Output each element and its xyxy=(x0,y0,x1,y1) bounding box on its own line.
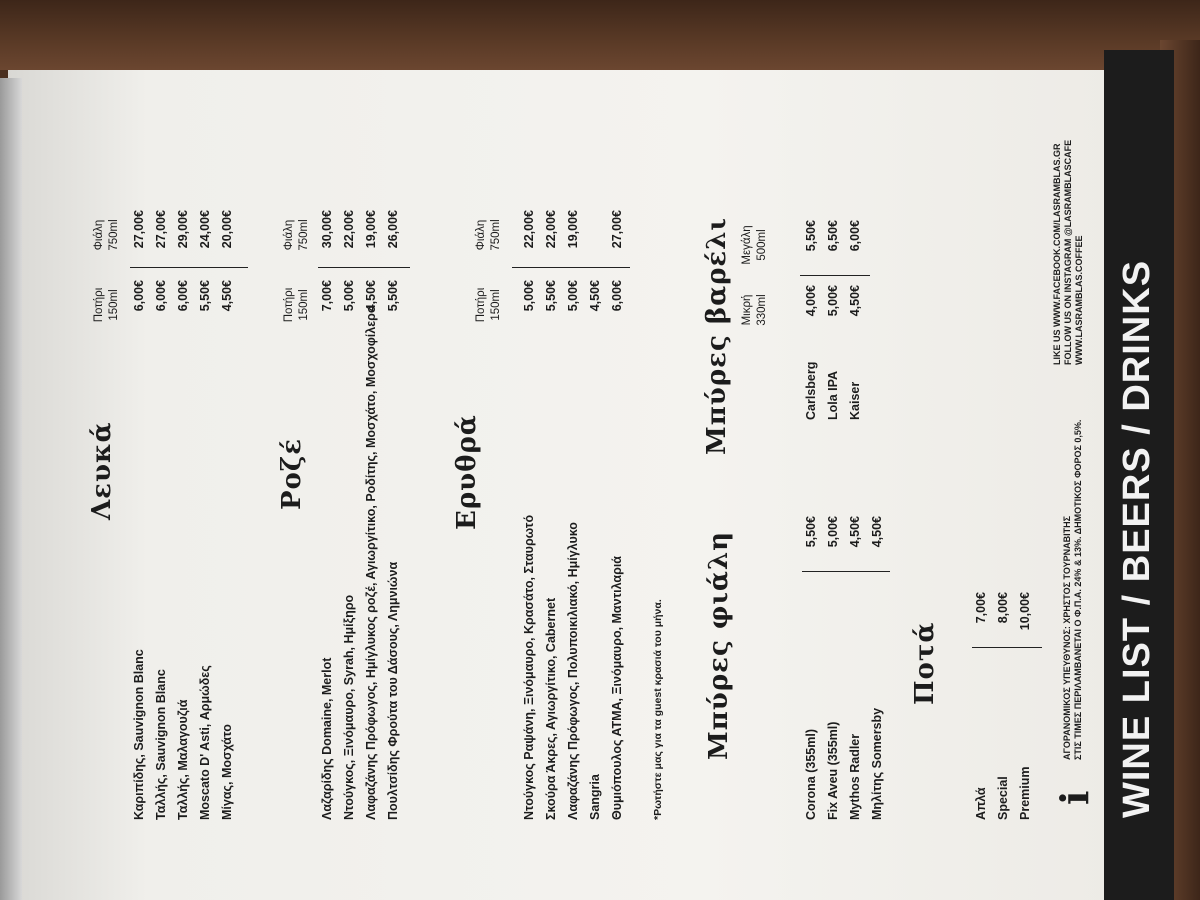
info-icon: i xyxy=(1052,790,1097,805)
guest-wines-note: *Ρωτήστε μας για τα guest κρασιά του μήνα. xyxy=(652,599,664,820)
white-wines-title: Λευκά xyxy=(87,421,117,520)
bottle-beers-divider xyxy=(802,571,890,572)
draft-beers-divider xyxy=(800,275,870,276)
rose-divider xyxy=(318,267,410,268)
draft-small-header: Μικρή 330ml xyxy=(741,294,768,326)
legal-info: ΑΓΟΡΑΝΟΜΙΚΟΣ ΥΠΕΥΘΥΝΟΣ: ΧΡΗΣΤΟΣ ΤΟΥΡΝΑΒΙΤΗΣ ΣΤΙΣ ΤΙΜΕΣ ΠΕΡΙΛΑΜΒΑΝΕΤΑΙ Ο Φ.Π.Α. 24% & 13%. ΔΗΜΟΤΙΚΟΣ ΦΟΡΟΣ 0,5%. xyxy=(1062,419,1083,760)
red-divider xyxy=(512,267,630,268)
social-info: LIKE US WWW.FACEBOOK.COM/LASRAMBLAS.GR FOLLOW US ON INSTAGRAM @LASRAMBLASCAFE WWW.LASRAMBLAS.COFFEE xyxy=(1052,139,1084,365)
rose-bottle-header: Φιάλη 750ml xyxy=(283,219,310,251)
rose-glass-header: Ποτήρι 150ml xyxy=(283,287,310,323)
red-wines-title: Ερυθρά xyxy=(452,414,482,530)
red-bottle-header: Φιάλη 750ml xyxy=(475,219,502,251)
draft-beers-title: Μπύρες βαρέλι xyxy=(702,216,732,455)
rose-wines-title: Ροζέ xyxy=(277,437,307,510)
bottle-beers-title: Μπύρες φιάλη xyxy=(704,530,734,760)
drinks-divider xyxy=(972,647,1042,648)
menu-content: Λευκά Ποτήρι 150ml Φιάλη 750ml Καριπίδης, Sauvignon Blanc 6,00€ 27,00€ Ταλλής, Sauvignon Blanc 6,00€ 27,00€ Ταλλής, Μαλαγουζιά 6,00€ 29,00€ Moscato D' Asti, Αρμώδες 5,50€ 24,00€ Μίγας, Μοσχάτο 4,50€ 20,00€ Ροζέ Ποτήρι 150ml Φιάλη 750ml Λαζαρίδης Domaine, Merlot 7,00€ 30,00€ Ντούγκος, Ξινόμαυρο, Syrah, Ημίξηρο 5,00€ 22,00€ Λαφαζάνης Πρόφωγος, Ημίγλυκος ροζέ, Αγιωργίτικο, Ροδίτης, Μοσχάτο, Μοσχοφίλερο 4,50€ 19,00€ Πουλτσίδης Φρούτα του Δάσους, Λημνιώνα 5,50€ 26,00€ Ερυθρά Ποτήρι 150ml Φιάλη 750ml Ντούγκος Ραψάνη, Ξινόμαυρο, Κρασάτο, Σταυρωτό 5,00€ 22,00€ Σκούρα Άκρες, Αγιωργίτικο, Cabernet 5,50€ 22,00€ Λαφαζάνης Πρόφωγος, Πολυποικιλιακό, Ημίγλυκο 5,00€ 19,00€ Sangria 4,50€ Θυμιόπουλος ΑΤΜΑ, Ξινόμαυρο, Μαντιλαριά 6,00€ 27,00€ *Ρωτήστε μας για τα guest κρασιά του μήνα. Μπύρες φιάλη Corona (355ml) 5,50€ Fix Aveu (355ml) 5,00€ Mythos Radler 4,50€ Μηλίτης Somersby 4,50€ Μπύρες βαρέλι Μικρή 330ml Μεγάλη 500ml Carlsberg 4,00€ 5,50€ Lola IPA 5,00€ 6,50€ Kaiser 4,50€ 6,00€ Ποτά Απλά 7,00€ Special 8,00€ Premium 10,00€ i ΑΓΟΡΑΝΟΜΙΚΟΣ ΥΠΕΥΘΥΝΟΣ: ΧΡΗΣΤΟΣ ΤΟΥΡΝΑΒΙΤΗΣ ΣΤΙΣ ΤΙΜΕΣ ΠΕΡΙΛΑΜΒΑΝΕΤΑΙ Ο Φ.Π.Α. 24% & 13%. ΔΗΜΟΤΙΚΟΣ ΦΟΡΟΣ 0,5%. LIKE US WWW.FACEBOOK.COM/LASRAMBLAS.GR FOLLOW US ON INSTAGRAM @LASRAMBLASCAFE WWW.LASRAMBLAS.COFFEE WINE LIST / BEERS / DRINKS xyxy=(12,50,1162,900)
white-divider xyxy=(130,267,248,268)
footer-bar xyxy=(1104,50,1174,900)
draft-large-header: Μεγάλη 500ml xyxy=(741,225,768,265)
red-glass-header: Ποτήρι 150ml xyxy=(475,287,502,323)
drinks-title: Ποτά xyxy=(910,621,940,705)
footer-title: WINE LIST / BEERS / DRINKS xyxy=(1116,259,1158,818)
white-bottle-header: Φιάλη 750ml xyxy=(93,219,120,251)
white-glass-header: Ποτήρι 150ml xyxy=(93,287,120,323)
